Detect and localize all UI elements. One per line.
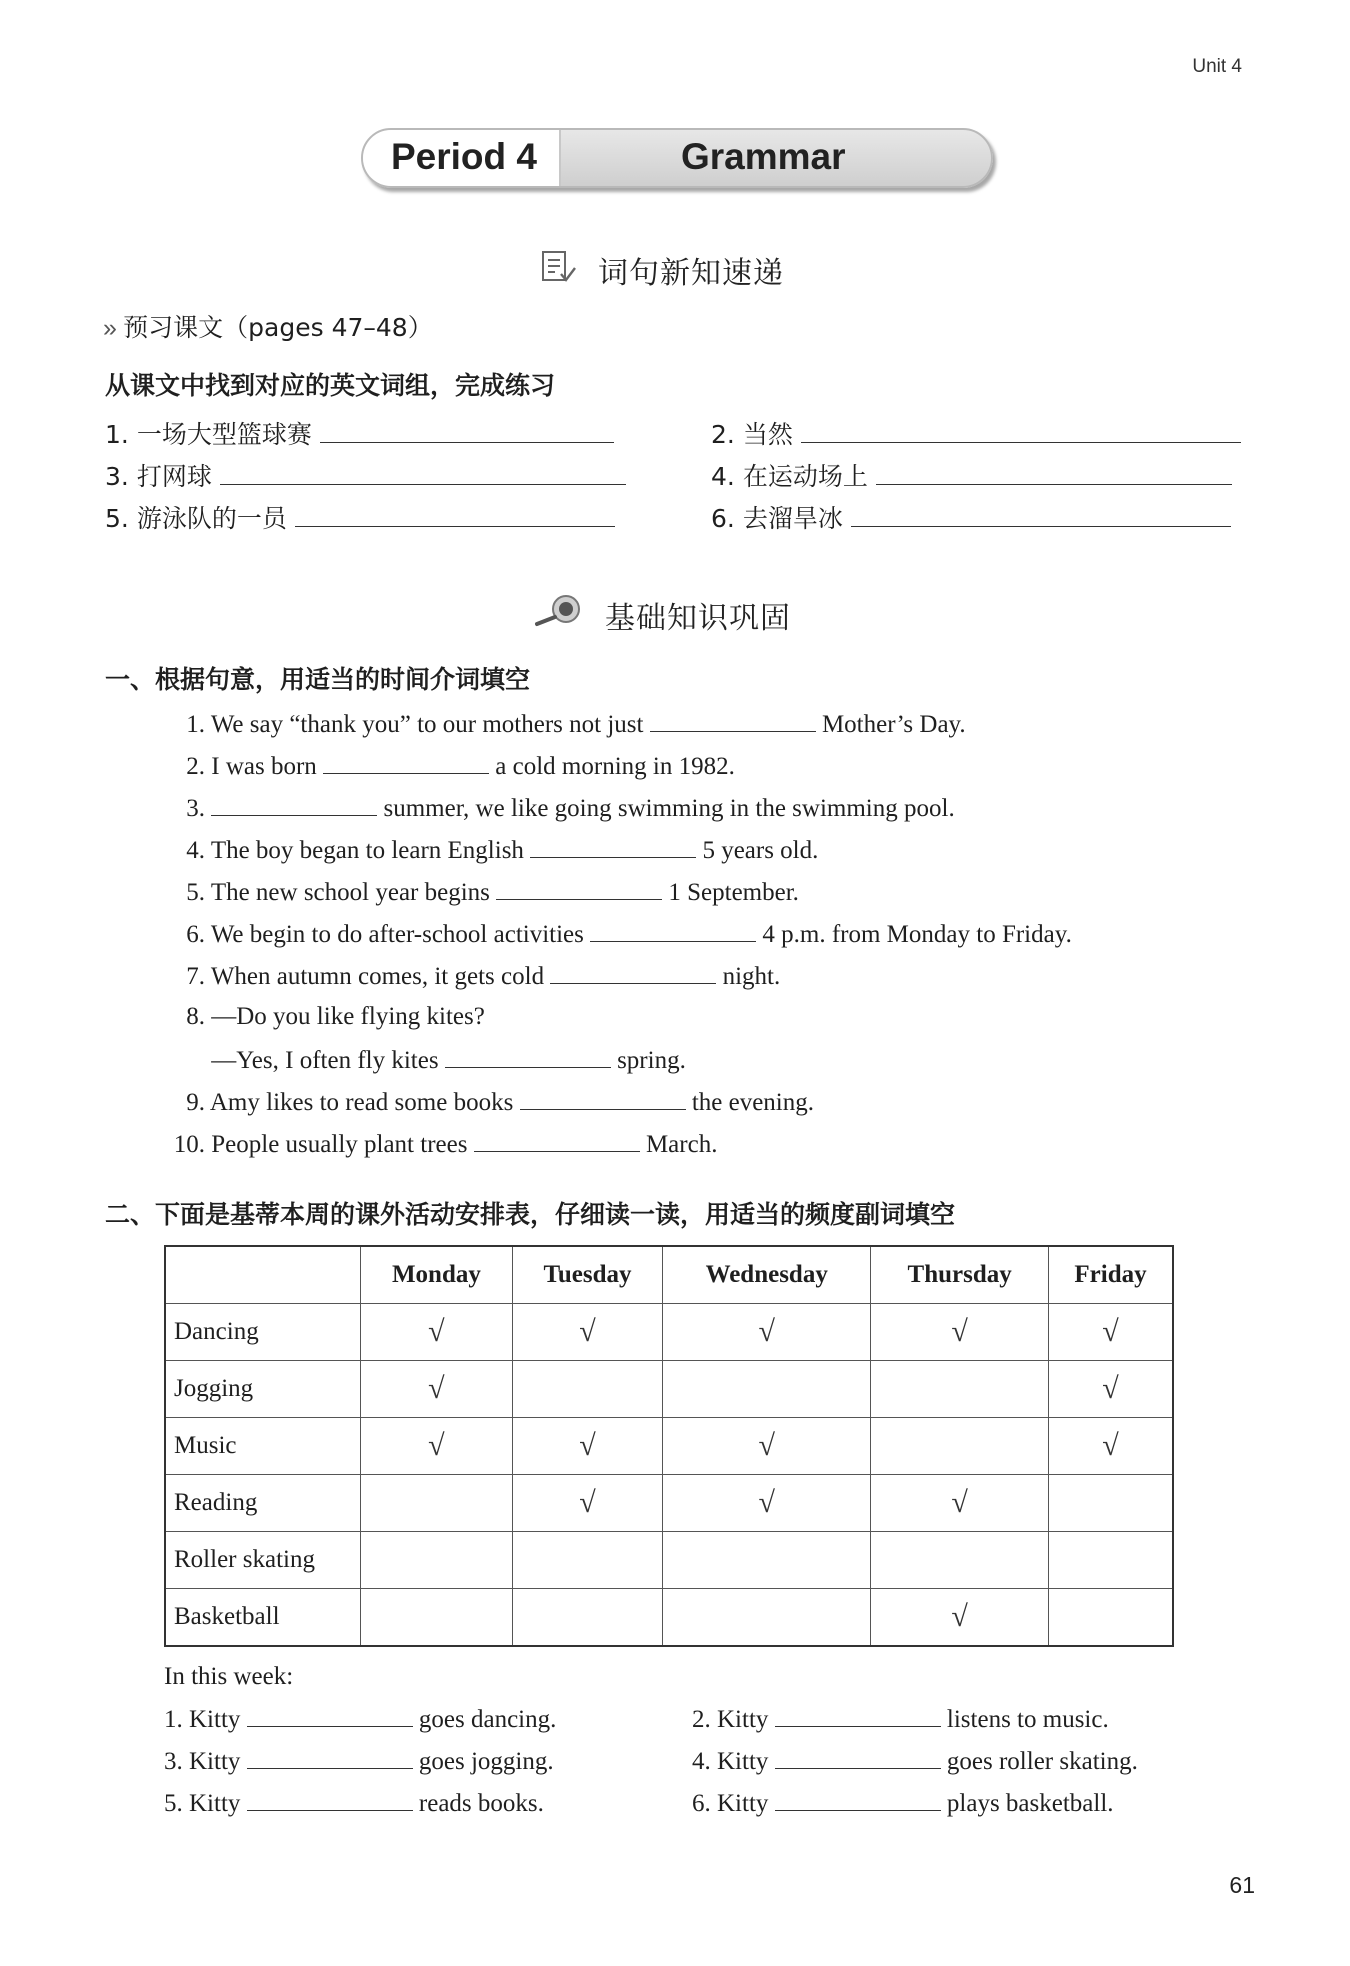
frequency-item: 6. Kitty plays basketball. xyxy=(692,1790,1114,1817)
header-day: Tuesday xyxy=(512,1246,662,1304)
empty-cell xyxy=(663,1532,871,1589)
answer-blank[interactable] xyxy=(295,504,615,527)
week-lead: In this week: xyxy=(164,1663,294,1690)
activity-cell: Basketball xyxy=(165,1589,361,1647)
preview-line xyxy=(103,313,433,344)
checkmark-cell: √ xyxy=(512,1304,662,1361)
vocab-item: 4. 在运动场上 xyxy=(711,457,1232,493)
empty-cell xyxy=(871,1418,1049,1475)
answer-blank[interactable] xyxy=(876,462,1232,485)
instruction-text: 从课文中找到对应的英文词组，完成练习 xyxy=(105,371,556,400)
lesson-title: Grammar xyxy=(681,136,846,177)
checkmark-cell: √ xyxy=(1048,1361,1173,1418)
empty-cell xyxy=(1048,1532,1173,1589)
frequency-item: 5. Kitty reads books. xyxy=(164,1790,544,1817)
header-day: Friday xyxy=(1048,1246,1173,1304)
empty-cell xyxy=(512,1361,662,1418)
exercise-item: 2. I was born a cold morning in 1982. xyxy=(186,753,735,780)
answer-blank[interactable] xyxy=(550,961,716,984)
exercise-item: 6. We begin to do after-school activities 4 p.m. from Monday to Friday. xyxy=(186,921,1072,948)
period-banner xyxy=(361,128,993,188)
section-heading-preview: 词句新知速递 xyxy=(598,256,784,291)
exercise-item: —Yes, I often fly kites spring. xyxy=(211,1047,686,1074)
table-row xyxy=(165,1361,1173,1418)
period-number: Period 4 xyxy=(391,136,537,177)
notes-icon xyxy=(541,250,577,284)
table-row xyxy=(165,1589,1173,1647)
exercise-item: 7. When autumn comes, it gets cold night. xyxy=(186,963,781,990)
unit-label: Unit 4 xyxy=(1192,56,1242,77)
answer-blank[interactable] xyxy=(323,751,489,774)
answer-blank[interactable] xyxy=(220,462,626,485)
answer-blank[interactable] xyxy=(530,835,696,858)
vocab-item: 6. 去溜旱冰 xyxy=(711,499,1231,535)
empty-cell xyxy=(512,1532,662,1589)
empty-cell xyxy=(361,1532,513,1589)
table-row xyxy=(165,1475,1173,1532)
answer-blank[interactable] xyxy=(650,709,816,732)
exercise-item: 4. The boy began to learn English 5 years old. xyxy=(186,837,819,864)
preview-text: 预习课文（pages 47–48） xyxy=(123,313,433,342)
answer-blank[interactable] xyxy=(445,1045,611,1068)
answer-blank[interactable] xyxy=(801,420,1241,443)
exercise-item: 3. summer, we like going swimming in the swimming pool. xyxy=(186,795,955,822)
answer-blank[interactable] xyxy=(775,1788,941,1811)
answer-blank[interactable] xyxy=(496,877,662,900)
double-chevron-icon: » xyxy=(103,314,117,342)
checkmark-cell: √ xyxy=(871,1475,1049,1532)
checkmark-cell: √ xyxy=(1048,1304,1173,1361)
exercise-item: 9. Amy likes to read some books the evening. xyxy=(186,1089,814,1116)
part1-title: 一、根据句意，用适当的时间介词填空 xyxy=(105,665,531,694)
answer-blank[interactable] xyxy=(474,1129,640,1152)
activity-schedule-table xyxy=(164,1245,1174,1647)
vocab-item: 3. 打网球 xyxy=(105,457,626,493)
answer-blank[interactable] xyxy=(247,1704,413,1727)
activity-cell: Jogging xyxy=(165,1361,361,1418)
checkmark-cell: √ xyxy=(663,1304,871,1361)
answer-blank[interactable] xyxy=(211,793,377,816)
empty-cell xyxy=(361,1589,513,1647)
vocab-item: 2. 当然 xyxy=(711,415,1241,451)
activity-cell: Dancing xyxy=(165,1304,361,1361)
vocab-item: 1. 一场大型篮球赛 xyxy=(105,415,614,451)
activity-cell: Reading xyxy=(165,1475,361,1532)
answer-blank[interactable] xyxy=(520,1087,686,1110)
part2-title: 二、下面是基蒂本周的课外活动安排表，仔细读一读，用适当的频度副词填空 xyxy=(105,1200,956,1229)
empty-cell xyxy=(663,1589,871,1647)
empty-cell xyxy=(1048,1475,1173,1532)
empty-cell xyxy=(361,1475,513,1532)
activity-cell: Music xyxy=(165,1418,361,1475)
checkmark-cell: √ xyxy=(361,1361,513,1418)
page-number: 61 xyxy=(1229,1872,1255,1898)
empty-cell xyxy=(512,1589,662,1647)
table-row xyxy=(165,1532,1173,1589)
header-day: Monday xyxy=(361,1246,513,1304)
answer-blank[interactable] xyxy=(775,1746,941,1769)
answer-blank[interactable] xyxy=(247,1746,413,1769)
vocab-item: 5. 游泳队的一员 xyxy=(105,499,615,535)
checkmark-cell: √ xyxy=(361,1304,513,1361)
checkmark-cell: √ xyxy=(361,1418,513,1475)
answer-blank[interactable] xyxy=(320,420,614,443)
checkmark-cell: √ xyxy=(663,1475,871,1532)
table-row xyxy=(165,1304,1173,1361)
empty-cell xyxy=(1048,1589,1173,1647)
header-day: Thursday xyxy=(871,1246,1049,1304)
table-header-row xyxy=(165,1246,1173,1304)
exercise-item: 10. People usually plant trees March. xyxy=(173,1131,718,1158)
empty-cell xyxy=(871,1532,1049,1589)
checkmark-cell: √ xyxy=(1048,1418,1173,1475)
header-day: Wednesday xyxy=(663,1246,871,1304)
frequency-item: 1. Kitty goes dancing. xyxy=(164,1706,557,1733)
exercise-item: 8. —Do you like flying kites? xyxy=(186,1003,485,1030)
frequency-item: 3. Kitty goes jogging. xyxy=(164,1748,554,1775)
answer-blank[interactable] xyxy=(775,1704,941,1727)
exercise-item: 1. We say “thank you” to our mothers not just Mother’s Day. xyxy=(186,711,966,738)
section-heading-basics: 基础知识巩固 xyxy=(605,601,791,636)
checkmark-cell: √ xyxy=(663,1418,871,1475)
frequency-item: 4. Kitty goes roller skating. xyxy=(692,1748,1138,1775)
answer-blank[interactable] xyxy=(590,919,756,942)
checkmark-cell: √ xyxy=(871,1304,1049,1361)
checkmark-cell: √ xyxy=(871,1589,1049,1647)
exercise-item: 5. The new school year begins 1 September. xyxy=(186,879,799,906)
checkmark-cell: √ xyxy=(512,1418,662,1475)
frequency-item: 2. Kitty listens to music. xyxy=(692,1706,1109,1733)
magnifier-icon xyxy=(533,592,583,628)
activity-cell: Roller skating xyxy=(165,1532,361,1589)
header-blank-cell xyxy=(165,1246,361,1304)
empty-cell xyxy=(663,1361,871,1418)
answer-blank[interactable] xyxy=(247,1788,413,1811)
empty-cell xyxy=(871,1361,1049,1418)
table-row xyxy=(165,1418,1173,1475)
checkmark-cell: √ xyxy=(512,1475,662,1532)
answer-blank[interactable] xyxy=(851,504,1231,527)
